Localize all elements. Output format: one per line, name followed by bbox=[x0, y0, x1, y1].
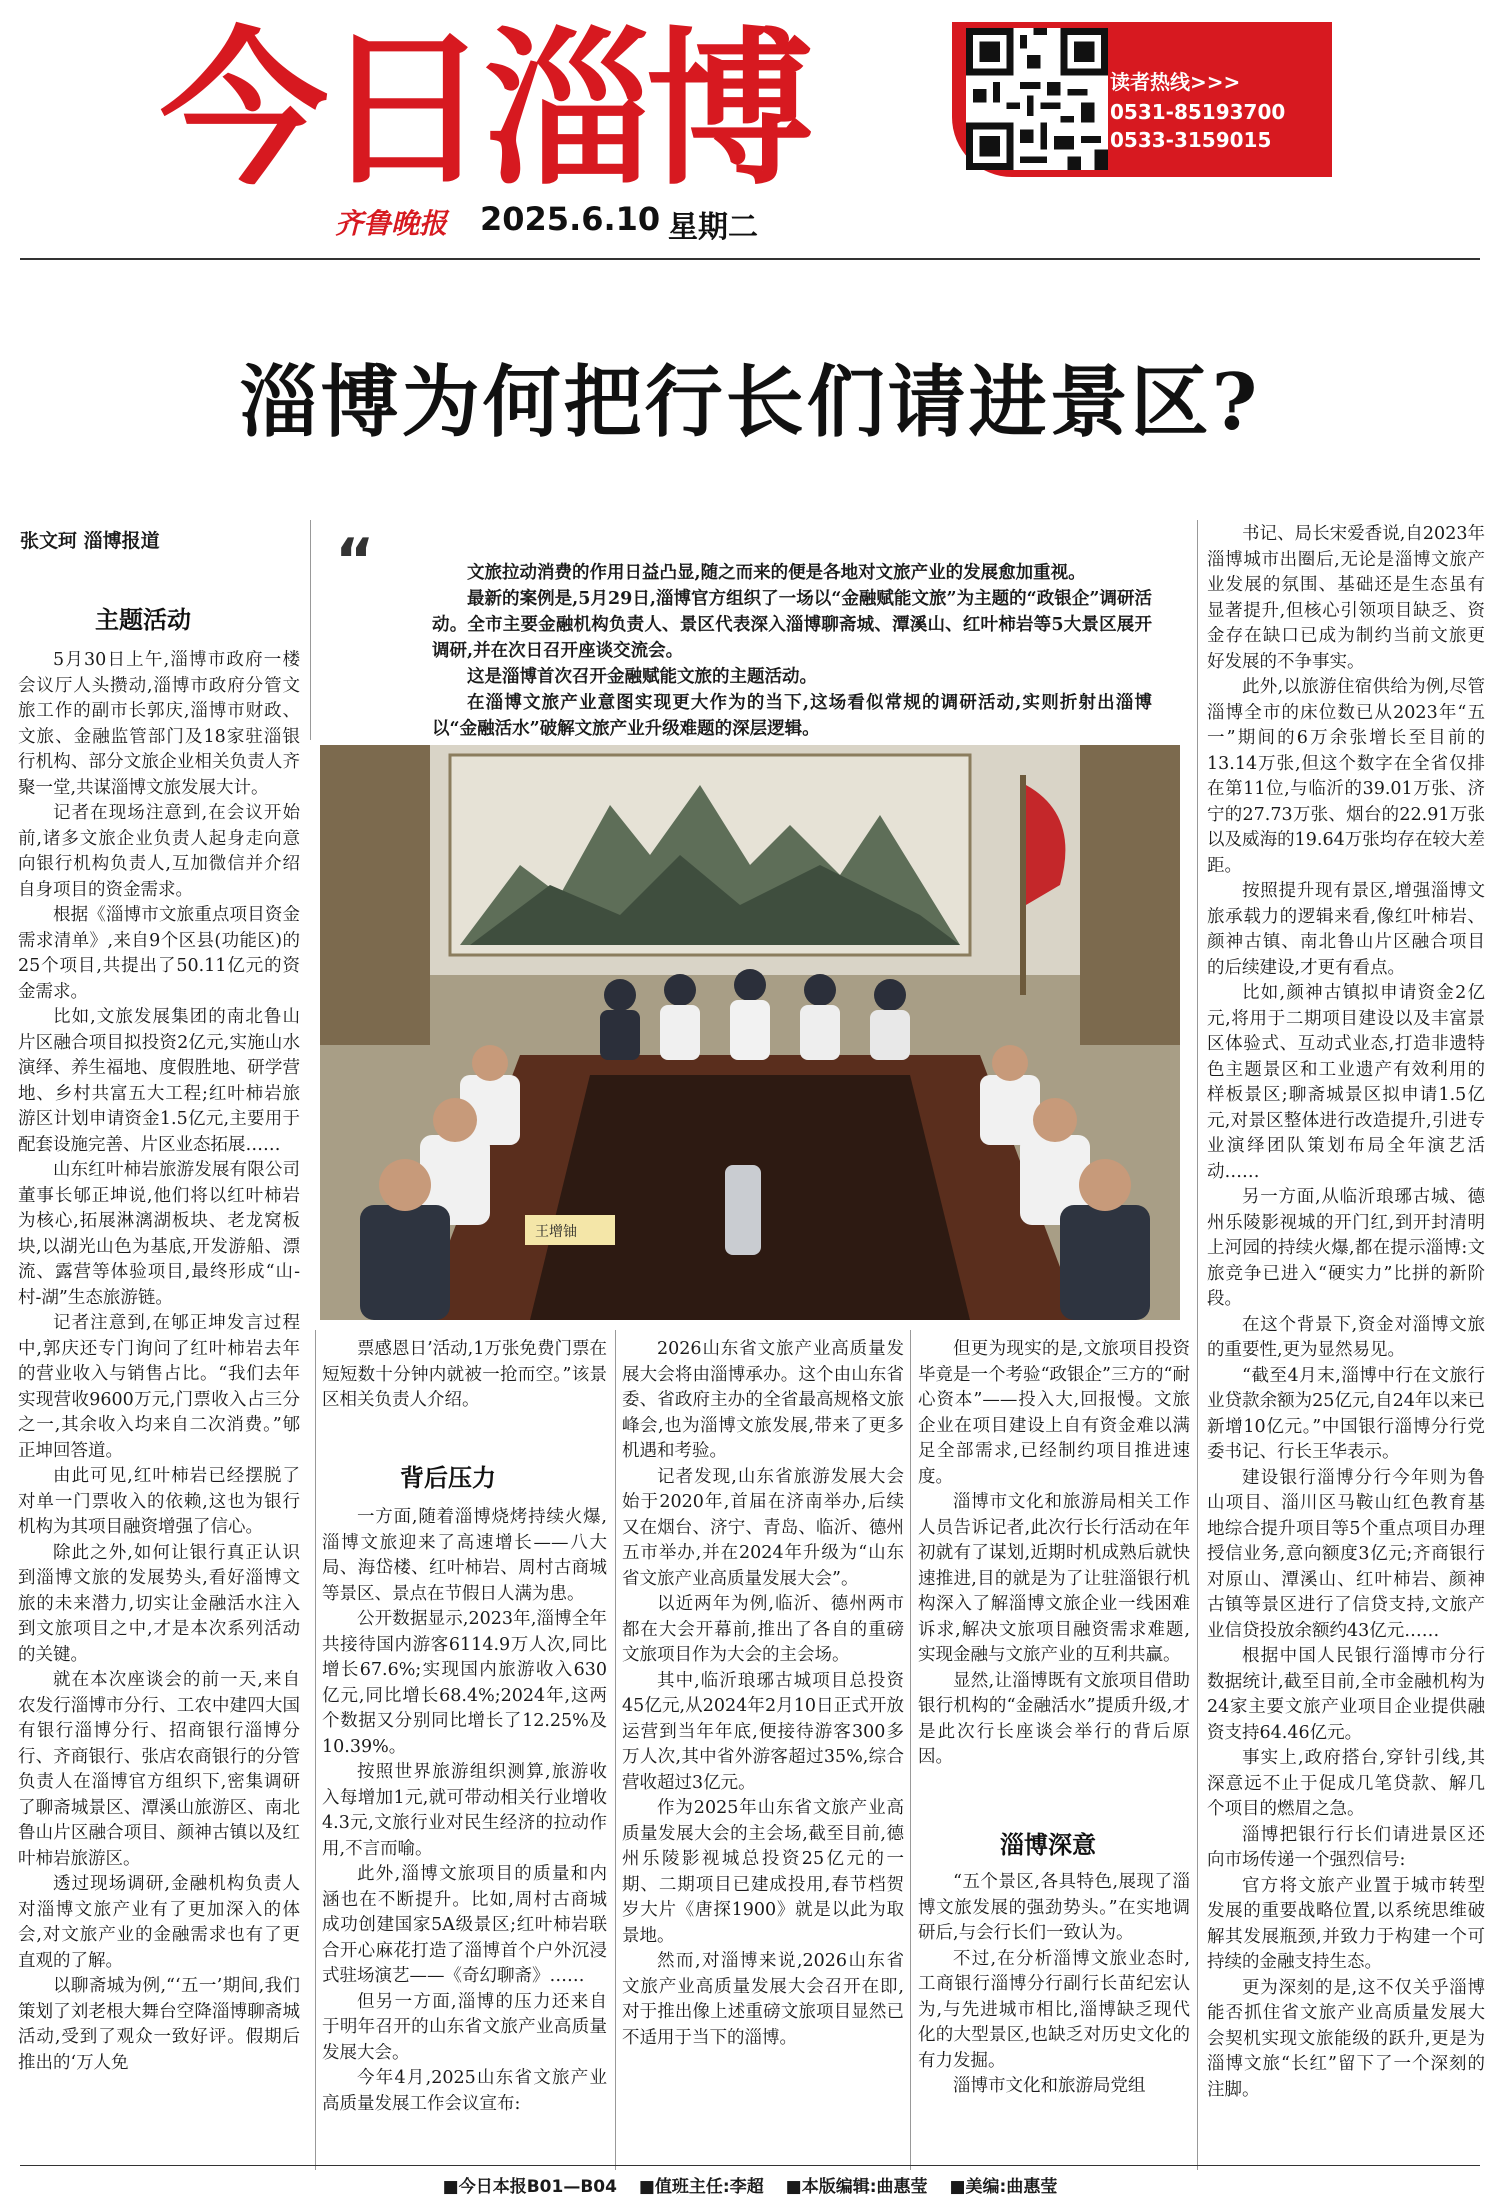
hotline-number-1: 0531-85193700 bbox=[1110, 100, 1286, 124]
hotline-label: 读者热线>>> bbox=[1110, 70, 1241, 94]
paragraph: “截至4月末,淄博中行在文旅行业贷款余额为25亿元,自24年以来已新增10亿元。”中国银行淄博分行党委书记、行长王华表示。 bbox=[1207, 1365, 1485, 1462]
paragraph: 根据《淄博市文旅重点项目资金需求清单》,来自9个区县(功能区)的25个项目,共提出了50.11亿元的资金需求。 bbox=[18, 905, 300, 1002]
column-1-text bbox=[18, 648, 300, 2163]
footer-art: ■美编:曲惠莹 bbox=[949, 2177, 1058, 2197]
paragraph: 更为深刻的是,这不仅关乎淄博能否抓住省文旅产业高质量发展大会契机实现文旅能级的跃升,更是为淄博文旅“长红”留下了一个深刻的注脚。 bbox=[1207, 1977, 1485, 2100]
paragraph: 比如,文旅发展集团的南北鲁山片区融合项目拟投资2亿元,实施山水演绎、养生福地、度假胜地、研学营地、乡村共富五大工程;红叶柿岩旅游区计划申请资金1.5亿元,主要用于配套设施完善、片区业态拓展…… bbox=[18, 1007, 300, 1155]
paragraph: 书记、局长宋爱香说,自2023年淄博城市出圈后,无论是淄博文旅产业发展的氛围、基础还是生态虽有显著提升,但核心引领项目缺乏、资金存在缺口已成为制约当前文旅更好发展的不争事实。 bbox=[1207, 524, 1485, 672]
paragraph: 此外,淄博文旅项目的质量和内涵也在不断提升。比如,周村古商城成功创建国家5A级景区;红叶柿岩联合开心麻花打造了淄博首个户外沉浸式驻场演艺——《奇幻聊斋》…… bbox=[322, 1864, 607, 1986]
paragraph: 记者发现,山东省旅游发展大会始于2020年,首届在济南举办,后续又在烟台、济宁、青岛、临沂、德州五市举办,并在2024年升级为“山东省文旅产业高质量发展大会”。 bbox=[622, 1466, 904, 1589]
paragraph: 以聊斋城为例,“‘五一’期间,我们策划了刘老根大舞台空降淄博聊斋城活动,受到了观众一致好评。假期后推出的‘万人免 bbox=[18, 1976, 300, 2073]
name-card: 王增铀 bbox=[535, 1224, 577, 1240]
article-headline: 淄博为何把行长们请进景区? bbox=[239, 357, 1261, 448]
paragraph: 作为2025年山东省文旅产业高质量发展大会的主会场,截至目前,德州乐陵影视城总投资25亿元的一期、二期项目已建成投用,春节档贺岁大片《唐探1900》就是以此为取景地。 bbox=[622, 1798, 904, 1946]
paragraph: 按照提升现有景区,增强淄博文旅承载力的逻辑来看,像红叶柿岩、颜神古镇、南北鲁山片区融合项目的后续建设,才更有看点。 bbox=[1207, 881, 1485, 978]
column-4-text bbox=[918, 1337, 1190, 1771]
paragraph: “五个景区,各具特色,展现了淄博文旅发展的强劲势头。”在实地调研后,与会行长们一致认为。 bbox=[918, 1872, 1190, 1943]
column-divider bbox=[310, 520, 311, 740]
paragraph: 一方面,随着淄博烧烤持续火爆,淄博文旅迎来了高速增长——八大局、海岱楼、红叶柿岩、周村古商城等景区、景点在节假日人满为患。 bbox=[322, 1507, 607, 1604]
qr-code-icon bbox=[966, 28, 1108, 170]
top-divider bbox=[20, 258, 1480, 260]
paragraph: 在这个背景下,资金对淄博文旅的重要性,更为显然易见。 bbox=[1207, 1314, 1485, 1360]
paragraph: 就在本次座谈会的前一天,来自农发行淄博市分行、工农中建四大国有银行淄博分行、招商银行淄博分行、齐商银行、张店农商银行的分管负责人在淄博官方组织下,密集调研了聊斋城景区、潭溪山旅游区、南北鲁山片区融合项目、颜神古镇以及红叶柿岩旅游区。 bbox=[18, 1670, 300, 1869]
paragraph: 最新的案例是,5月29日,淄博官方组织了一场以“金融赋能文旅”为主题的“政银企”调研活动。全市主要金融机构负责人、景区代表深入淄博聊斋城、潭溪山、红叶柿岩等5大景区展开调研,并在次日召开座谈交流会。 bbox=[432, 589, 1152, 661]
column-3-text bbox=[622, 1337, 904, 2165]
paragraph: 不过,在分析淄博文旅业态时,工商银行淄博分行副行长苗纪宏认为,与先进城市相比,淄博缺乏现代化的大型景区,也缺乏对历史文化的有力发掘。 bbox=[918, 1948, 1190, 2071]
paragraph: 在淄博文旅产业意图实现更大作为的当下,这场看似常规的调研活动,实则折射出淄博以“金融活水”破解文旅产业升级难题的深层逻辑。 bbox=[432, 693, 1152, 739]
paragraph: 此外,以旅游住宿供给为例,尽管淄博全市的床位数已从2023年“五一”期间的6万余张增长至目前的13.14万张,但这个数字在全省仅排在第11位,与临沂的39.01万张、济宁的27.73万张、烟台的22.91万张以及威海的19.64万张均存在较大差距。 bbox=[1207, 677, 1485, 876]
paragraph: 按照世界旅游组织测算,旅游收入每增加1元,就可带动相关行业增收4.3元,文旅行业对民生经济的拉动作用,不言而喻。 bbox=[322, 1762, 607, 1859]
byline: 张文珂 淄博报道 bbox=[20, 530, 160, 552]
paragraph: 今年4月,2025山东省文旅产业高质量发展工作会议宣布: bbox=[322, 2068, 607, 2114]
paragraph: 5月30日上午,淄博市政府一楼会议厅人头攒动,淄博市政府分管文旅工作的副市长郭庆,淄博市财政、文旅、金融监管部门及18家驻淄银行机构、部分文旅企业相关负责人齐聚一堂,共谋淄博文旅发展大计。 bbox=[18, 650, 300, 798]
paragraph: 事实上,政府搭台,穿针引线,其深意远不止于促成几笔贷款、解几个项目的燃眉之急。 bbox=[1207, 1748, 1485, 1819]
column-divider bbox=[615, 1330, 616, 2170]
article-lead bbox=[432, 560, 1152, 742]
column-5-text bbox=[1207, 522, 1485, 2165]
footer-duty: ■值班主任:李超 bbox=[638, 2177, 764, 2197]
section-heading-theme: 主题活动 bbox=[95, 606, 191, 634]
section-heading-meaning: 淄博深意 bbox=[1000, 1831, 1096, 1859]
column-divider bbox=[315, 1330, 316, 2170]
meeting-photo bbox=[320, 745, 1180, 1320]
issue-weekday: 星期二 bbox=[668, 210, 758, 245]
paragraph: 以近两年为例,临沂、德州两市都在大会开幕前,推出了各自的重磅文旅项目作为大会的主会场。 bbox=[622, 1594, 904, 1665]
page-footer bbox=[0, 2172, 1500, 2197]
column-divider bbox=[910, 1330, 911, 2170]
footer-pages: ■今日本报B01—B04 bbox=[442, 2177, 617, 2197]
paragraph: 淄博把银行行长们请进景区还向市场传递一个强烈信号: bbox=[1207, 1824, 1485, 1870]
column-4-bottom-text bbox=[918, 1870, 1190, 2165]
paragraph: 2026山东省文旅产业高质量发展大会将由淄博承办。这个由山东省委、省政府主办的全省最高规格文旅峰会,也为淄博文旅发展,带来了更多机遇和考验。 bbox=[622, 1339, 904, 1461]
paragraph: 但更为现实的是,文旅项目投资毕竟是一个考验“政银企”三方的“耐心资本”——投入大,回报慢。文旅企业在项目建设上自有资金难以满足全部需求,已经制约项目推进速度。 bbox=[918, 1339, 1190, 1487]
paragraph: 其中,临沂琅琊古城项目总投资45亿元,从2024年2月10日正式开放运营到当年年底,便接待游客300多万人次,其中省外游客超过35%,综合营收超过3亿元。 bbox=[622, 1670, 904, 1793]
masthead-title: 今日淄博 bbox=[160, 12, 808, 208]
paragraph: 记者在现场注意到,在会议开始前,诸多文旅企业负责人起身走向意向银行机构负责人,互加微信并介绍自身项目的资金需求。 bbox=[18, 803, 300, 900]
paragraph: 除此之外,如何让银行真正认识到淄博文旅的发展势头,看好淄博文旅的未来潜力,切实让金融活水注入到文旅项目之中,才是本次系列活动的关键。 bbox=[18, 1542, 300, 1665]
paper-logo: 齐鲁晚报 bbox=[335, 207, 448, 240]
column-2-top-text bbox=[322, 1337, 607, 1414]
paragraph: 公开数据显示,2023年,淄博全年共接待国内游客6114.9万人次,同比增长67.6%;实现国内旅游收入630亿元,同比增长68.4%;2024年,这两个数据又分别同比增长了12.25%及10.39%。 bbox=[322, 1609, 607, 1757]
paragraph: 记者注意到,在郇正坤发言过程中,郭庆还专门询问了红叶柿岩去年的营业收入与销售占比。“我们去年实现营收9600万元,门票收入占三分之一,其余收入均来自二次消费。”郇正坤回答道。 bbox=[18, 1313, 300, 1461]
bottom-divider bbox=[20, 2165, 1480, 2166]
paragraph: 比如,颜神古镇拟申请资金2亿元,将用于二期项目建设以及丰富景区体验式、互动式业态,打造非遗特色主题景区和工业遗产有效利用的样板景区;聊斋城景区拟申请1.5亿元,对景区整体进行改造提升,引进专业演绎团队策划布局全年演艺活动…… bbox=[1207, 983, 1485, 1182]
hotline-number-2: 0533-3159015 bbox=[1110, 128, 1272, 152]
paragraph: 文旅拉动消费的作用日益凸显,随之而来的便是各地对文旅产业的发展愈加重视。 bbox=[467, 563, 1086, 583]
paragraph: 由此可见,红叶柿岩已经摆脱了对单一门票收入的依赖,这也为银行机构为其项目融资增强了信心。 bbox=[18, 1466, 300, 1537]
paragraph: 另一方面,从临沂琅琊古城、德州乐陵影视城的开门红,到开封清明上河园的持续火爆,都在提示淄博:文旅竞争已进入“硬实力”比拼的新阶段。 bbox=[1207, 1187, 1485, 1309]
paragraph: 然而,对淄博来说,2026山东省文旅产业高质量发展大会召开在即,对于推出像上述重磅文旅项目显然已不适用于当下的淄博。 bbox=[622, 1951, 904, 2048]
quote-mark-icon: “ bbox=[335, 526, 375, 596]
issue-date: 2025.6.10 bbox=[480, 200, 661, 238]
paragraph: 山东红叶柿岩旅游发展有限公司董事长郇正坤说,他们将以红叶柿岩为核心,拓展淋漓湖板块、老龙窝板块,以湖光山色为基底,开发游船、漂流、露营等体验项目,最终形成“山-村-湖”生态旅游链。 bbox=[18, 1160, 300, 1308]
paragraph: 建设银行淄博分行今年则为鲁山项目、淄川区马鞍山红色教育基地综合提升项目等5个重点项目办理授信业务,意向额度3亿元;齐商银行对原山、潭溪山、红叶柿岩、颜神古镇等景区进行了信贷支持,文旅产业信贷投放余额约43亿元…… bbox=[1207, 1467, 1485, 1641]
paragraph: 淄博市文化和旅游局党组 bbox=[953, 2076, 1146, 2096]
footer-editor: ■本版编辑:曲惠莹 bbox=[785, 2177, 928, 2197]
paragraph: 票感恩日’活动,1万张免费门票在短短数十分钟内就被一抢而空。”该景区相关负责人介绍。 bbox=[322, 1339, 607, 1410]
paragraph: 显然,让淄博既有文旅项目借助银行机构的“金融活水”提质升级,才是此次行长座谈会举行的背后原因。 bbox=[918, 1670, 1190, 1767]
paragraph: 但另一方面,淄博的压力还来自于明年召开的山东省文旅产业高质量发展大会。 bbox=[322, 1991, 607, 2063]
paragraph: 淄博市文化和旅游局相关工作人员告诉记者,此次行长行活动在年初就有了谋划,近期时机成熟后就快速推进,目的就是为了让驻淄银行机构深入了解淄博文旅企业一线困难诉求,解决文旅项目融资需求难题,实现金融与文旅产业的互利共赢。 bbox=[918, 1492, 1190, 1665]
paragraph: 官方将文旅产业置于城市转型发展的重要战略位置,以系统思维破解其发展瓶颈,并致力于构建一个可持续的金融支持生态。 bbox=[1207, 1875, 1485, 1972]
column-2-text bbox=[322, 1505, 607, 2165]
paragraph: 这是淄博首次召开金融赋能文旅的主题活动。 bbox=[467, 667, 817, 687]
column-divider bbox=[1197, 520, 1198, 2170]
paragraph: 透过现场调研,金融机构负责人对淄博文旅产业有了更加深入的体会,对文旅产业的金融需求也有了更直观的了解。 bbox=[18, 1874, 300, 1971]
paragraph: 根据中国人民银行淄博市分行数据统计,截至目前,全市金融机构为24家主要文旅产业项目企业提供融资支持64.46亿元。 bbox=[1207, 1646, 1485, 1743]
section-heading-pressure: 背后压力 bbox=[400, 1464, 496, 1492]
